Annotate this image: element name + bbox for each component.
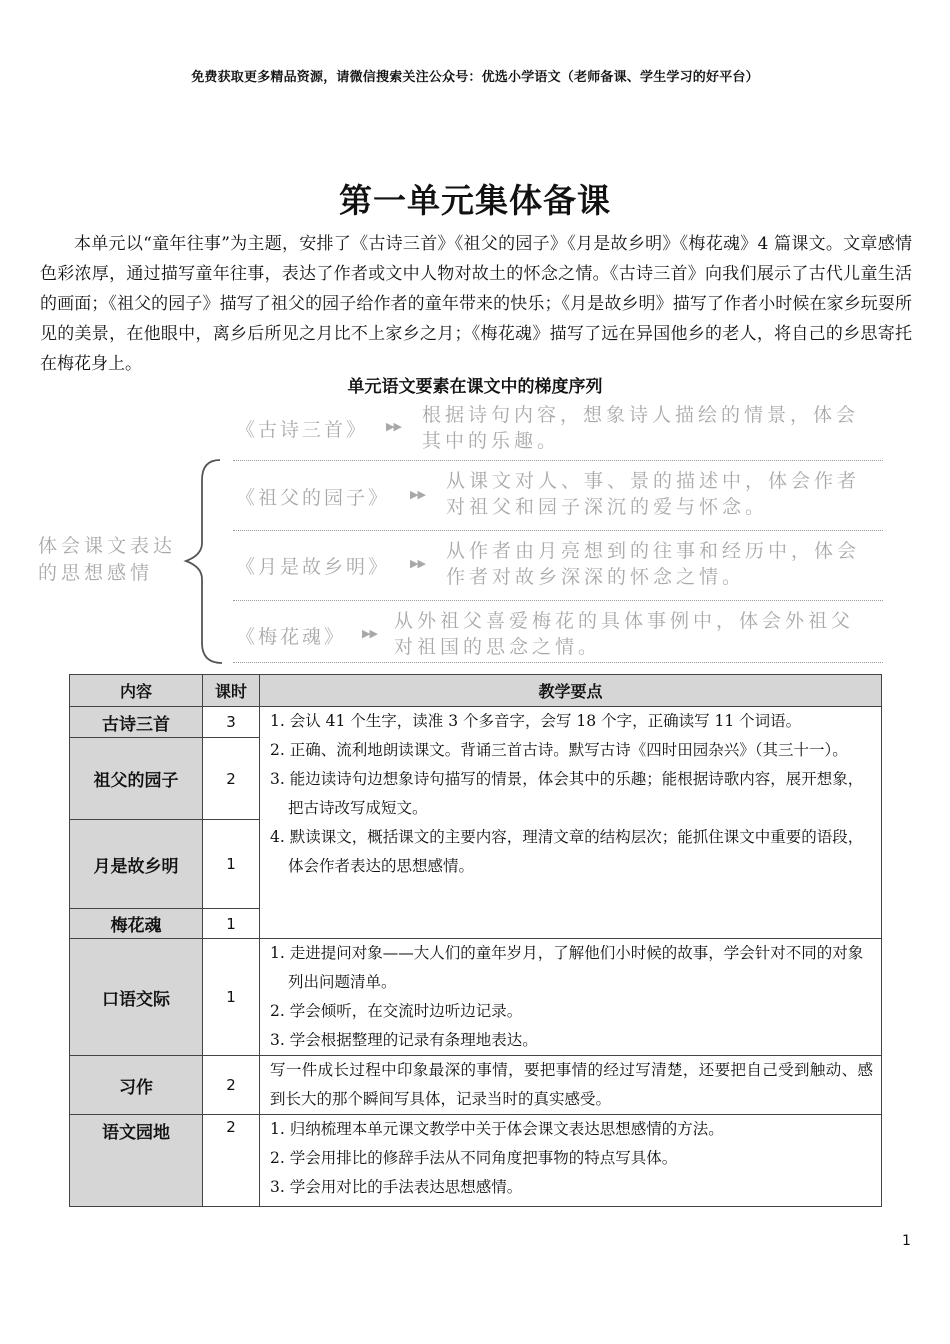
point-item: 2. 正确、流利地朗读课文。背诵三首古诗。默写古诗《四时田园杂兴》（其三十一）。 (270, 741, 848, 759)
row-hours: 3 (203, 707, 260, 738)
intro-text: 本单元以“童年往事”为主题，安排了《古诗三首》《祖父的园子》《月是故乡明》《梅花魂》4 篇课文。文章感情色彩浓厚，通过描写童年往事，表达了作者或文中人物对故土的怀念之情。《古诗三首》向我们展示了古代儿童生活的画面；《祖父的园子》描写了祖父的园子给作者的童年带来的快乐；《月是故乡明》描写了作者小时候在家乡玩耍所见的美景，在他眼中，离乡后所见之月比不上家乡之月；《梅花魂》描写了远在异国他乡的老人，将自己的乡思寄托在梅花身上。 (40, 234, 912, 374)
branch-lesson-3: 《月是故乡明》 (236, 556, 391, 578)
branch-desc-3-line1: 从作者由月亮想到的往事和经历中，体会 (446, 540, 861, 562)
row-hours: 1 (203, 939, 260, 1056)
point-item: 3. 学会根据整理的记录有条理地表达。 (270, 1031, 538, 1049)
branch-desc-3-line2: 作者对故乡深深的怀念之情。 (446, 566, 746, 588)
branch-desc-2-line1: 从课文对人、事、景的描述中，体会作者 (446, 470, 861, 492)
row-name: 月是故乡明 (70, 820, 203, 909)
branch-lesson-4: 《梅花魂》 (236, 626, 347, 648)
point-item: 4. 默读课文，概括课文的主要内容，理清文章的结构层次；能抓住课文中重要的语段，体会作者表达的思想感情。 (270, 828, 864, 875)
branch-desc-2 (446, 468, 860, 520)
branch-divider-4 (233, 662, 883, 663)
table-row (70, 1056, 882, 1115)
header-points: 教学要点 (260, 675, 882, 707)
page-number: 1 (902, 1233, 911, 1249)
branch-desc-2-line2: 对祖父和园子深沉的爱与怀念。 (446, 496, 769, 518)
branch-lesson-1: 《古诗三首》 (236, 419, 369, 441)
branch-arrow-1: ▶▶ (386, 420, 401, 433)
row-hours: 2 (203, 1115, 260, 1207)
row-name: 祖父的园子 (70, 738, 203, 820)
lesson-plan-table (69, 674, 882, 1207)
points-reading (260, 707, 882, 939)
header-content: 内容 (70, 675, 203, 707)
table-header-row (70, 675, 882, 707)
table-row (70, 707, 882, 738)
row-hours: 1 (203, 820, 260, 909)
points-garden (260, 1115, 882, 1207)
row-name: 习作 (70, 1056, 203, 1115)
branch-divider-1 (233, 460, 883, 461)
page-title: 第一单元集体备课 (339, 181, 611, 220)
row-hours: 2 (203, 1056, 260, 1115)
point-item: 1. 归纳梳理本单元课文教学中关于体会课文表达思想感情的方法。 (270, 1120, 724, 1138)
points-oral (260, 939, 882, 1056)
table-row (70, 939, 882, 1056)
row-hours: 1 (203, 909, 260, 939)
diagram-title: 单元语文要素在课文中的梯度序列 (347, 377, 603, 397)
element-diagram (0, 395, 950, 670)
row-name: 口语交际 (70, 939, 203, 1056)
header-banner: 免费获取更多精品资源，请微信搜索关注公众号：优选小学语文（老师备课、学生学习的好平台） (191, 70, 759, 85)
point-item: 1. 会认 41 个生字，读准 3 个多音字，会写 18 个字，正确读写 11 个词语。 (270, 712, 802, 730)
branch-desc-1-line1: 根据诗句内容，想象诗人描绘的情景，体会 (422, 404, 860, 426)
point-item: 3. 学会用对比的手法表达思想感情。 (270, 1178, 523, 1196)
row-name: 古诗三首 (70, 707, 203, 738)
branch-desc-4-line1: 从外祖父喜爱梅花的具体事例中，体会外祖父 (394, 610, 855, 632)
branch-arrow-4: ▶▶ (362, 627, 377, 640)
header-hours: 课时 (203, 675, 260, 707)
branch-lesson-2: 《祖父的园子》 (236, 487, 391, 509)
branch-divider-3 (233, 600, 883, 601)
diagram-root (38, 533, 176, 587)
diagram-root-line1: 体会课文表达 (38, 535, 177, 557)
branch-arrow-2: ▶▶ (410, 488, 425, 501)
branch-desc-4 (394, 608, 854, 660)
intro-paragraph (40, 229, 912, 379)
branch-arrow-3: ▶▶ (410, 557, 425, 570)
branch-desc-3 (446, 538, 860, 590)
row-name: 语文园地 (70, 1115, 203, 1207)
diagram-root-line2: 的思想感情 (38, 562, 154, 584)
branch-desc-1-line2: 其中的乐趣。 (422, 430, 561, 452)
row-name: 梅花魂 (70, 909, 203, 939)
point-item: 2. 学会用排比的修辞手法从不同角度把事物的特点写具体。 (270, 1149, 678, 1167)
point-item: 2. 学会倾听，在交流时边听边记录。 (270, 1002, 523, 1020)
branch-desc-1 (422, 402, 859, 454)
point-item: 3. 能边读诗句边想象诗句描写的情景，体会其中的乐趣；能根据诗歌内容，展开想象，把古诗改写成短文。 (270, 770, 864, 817)
branch-divider-2 (233, 530, 883, 531)
point-paragraph: 写一件成长过程中印象最深的事情，要把事情的经过写清楚，还要把自己受到触动、感到长大的那个瞬间写具体，记录当时的真实感受。 (270, 1061, 873, 1108)
row-hours: 2 (203, 738, 260, 820)
point-item: 1. 走进提问对象——大人们的童年岁月，了解他们小时候的故事，学会针对不同的对象列出问题清单。 (270, 944, 864, 991)
branch-desc-4-line2: 对祖国的思念之情。 (394, 636, 602, 658)
points-writing (260, 1056, 882, 1115)
table-row (70, 1115, 882, 1207)
